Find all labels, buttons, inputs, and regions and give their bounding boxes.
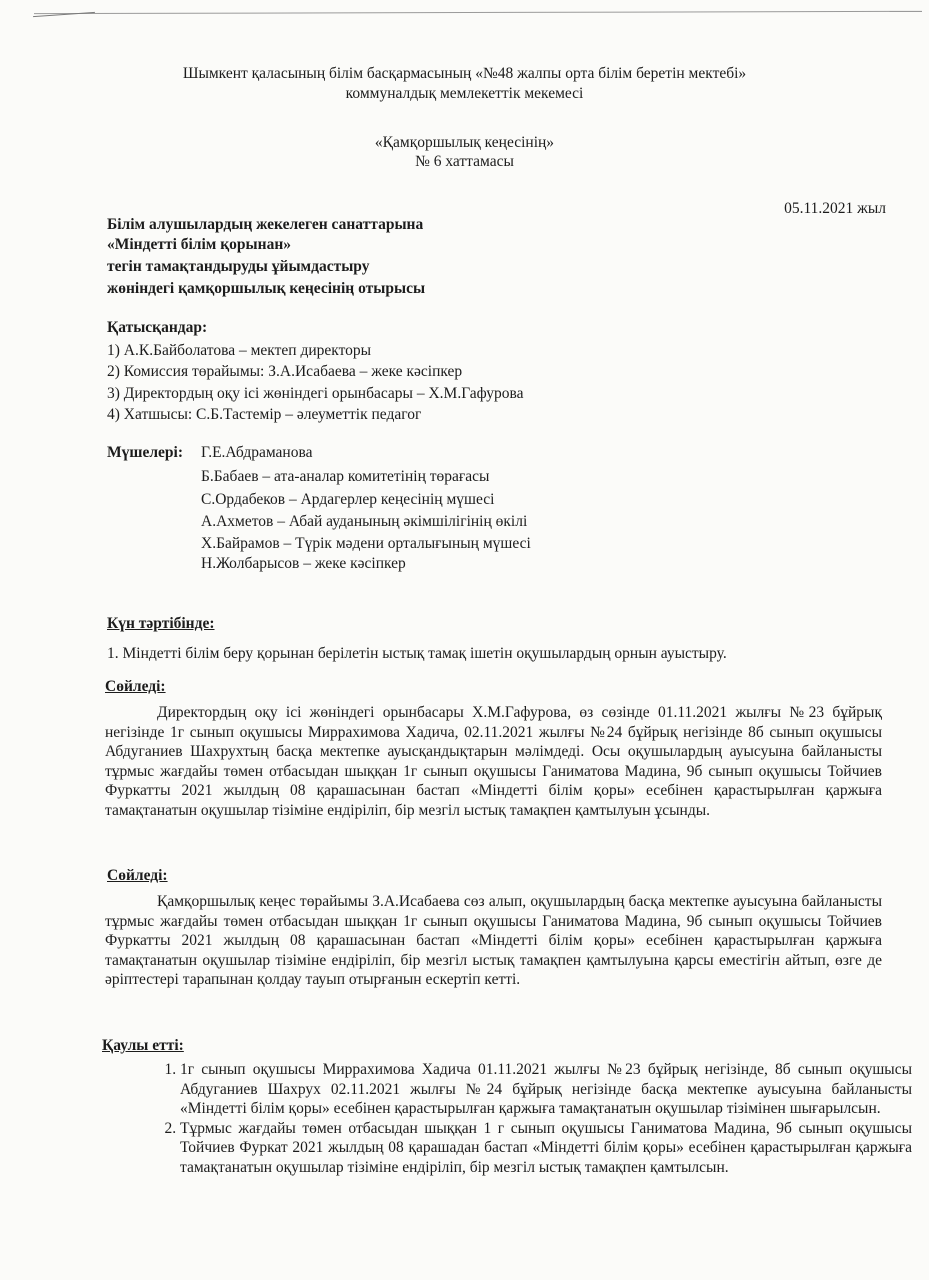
speech-heading: Сөйледі: xyxy=(105,678,166,695)
participant-item: 3) Директордың оқу ісі жөніндегі орынбасары – Х.М.Гафурова xyxy=(107,385,524,402)
resolution-item: 1. 1г сынып оқушысы Миррахимова Хадича 01.11.2021 жылғы №23 бұйрық негізінде, 8б сынып оқушысы Абдуганиев Шахрух 02.11.2021 жылғы №24 бұйрық негізінде басқа мектепке ауысуына байланысты «Міндетті білім қоры» есебінен қарастырылған қаржыға тамақтанатын оқушылар тізімінен шығарылсын. xyxy=(180,1060,912,1119)
member-item: Г.Е.Абдраманова xyxy=(201,444,313,461)
member-item: С.Ордабеков – Ардагерлер кеңесінің мүшесі xyxy=(201,491,495,508)
speech-heading: Сөйледі: xyxy=(107,867,168,884)
participant-item: 2) Комиссия төрайымы: З.А.Исабаева – жеке кәсіпкер xyxy=(107,363,463,380)
participant-item: 4) Хатшысы: С.Б.Тастемір – әлеуметтік педагог xyxy=(107,406,422,423)
subject-line-3: тегін тамақтандыруды ұйымдастыру xyxy=(107,258,370,275)
subject-line-2: «Міндетті білім қорынан» xyxy=(107,236,292,253)
scan-edge-line xyxy=(34,11,922,14)
organization-type: коммуналдық мемлекеттік мекемесі xyxy=(345,85,584,102)
speech-paragraph: Директордың оқу ісі жөніндегі орынбасары Х.М.Гафурова, өз сөзінде 01.11.2021 жылғы №23 бұйрық негізінде 1г сынып оқушысы Миррахимова Хадича, 02.11.2021 жылғы №24 бұйрық негізінде 8б сынып оқушысы Абдуганиев Шахрухтың басқа мектепке ауысқандықтарын мәлімдеді. Осы оқушылардың ауысуына байланысты тұрмыс жағдайы төмен отбасыдан шыққан 1г сынып оқушысы Ганиматова Мадина, 9б сынып оқушысы Тойчиев Фуркатты 2021 жылдың 08 қарашасынан бастап «Міндетті білім қоры» есебінен қарастырылған қаржыға тамақтанатын оқушылар тізіміне ендіріліп, бір мезгіл ыстық тамақпен қамтылуын ұсынды. xyxy=(105,704,882,819)
member-item: Н.Жолбарысов – жеке кәсіпкер xyxy=(201,555,406,572)
participant-item: 1) А.К.Байболатова – мектеп директоры xyxy=(107,342,372,359)
subject-line-4: жөніндегі қамқоршылық кеңесінің отырысы xyxy=(107,280,426,297)
subject-line-1: Білім алушылардың жекелеген санаттарына xyxy=(107,216,424,233)
resolution-item: 2. Тұрмыс жағдайы төмен отбасыдан шыққан 1 г сынып оқушысы Ганиматова Мадина, 9б сынып оқушысы Тойчиев Фуркат 2021 жылдың 08 қарашадан бастап «Міндетті білім қоры» есебінен қарастырылған қаржыға тамақтанатын оқушылар тізіміне ендіріліп, бір мезгіл ыстық тамақпен қамтылсын. xyxy=(180,1119,912,1178)
members-heading: Мүшелері: xyxy=(107,444,184,461)
protocol-number: № 6 хаттамасы xyxy=(415,153,514,170)
organization-name: Шымкент қаласының білім басқармасының «№48 жалпы орта білім беретін мектебі» xyxy=(182,65,747,82)
agenda-heading: Күн тәртібінде: xyxy=(107,615,215,632)
member-item: Х.Байрамов – Түрік мәдени орталығының мүшесі xyxy=(201,535,531,552)
member-item: Б.Бабаев – ата-аналар комитетінің төрағасы xyxy=(201,468,490,485)
council-name: «Қамқоршылық кеңесінің» xyxy=(374,134,555,151)
speech-paragraph: Қамқоршылық кеңес төрайымы З.А.Исабаева сөз алып, оқушылардың басқа мектепке ауысуына байланысты тұрмыс жағдайы төмен отбасыдан шыққан 1г сынып оқушысы Ганиматова Мадина, 9б сынып оқушысы Тойчиев Фуркатты 2021 жылдың 08 қарашасынан бастап «Міндетті білім қоры» есебінен қарастырылған қаржыға тамақтанатын оқушылар тізіміне ендіріліп, бір мезгіл ыстық тамақпен қамтылуына қарсы еместігін айтып, өзге де әріптестері тарапынан қолдау тауып отырғанын ескертіп кетті. xyxy=(105,893,882,989)
member-item: А.Ахметов – Абай ауданының әкімшілігінің өкілі xyxy=(201,513,528,530)
agenda-item: 1. Міндетті білім беру қорынан берілетін ыстық тамақ ішетін оқушылардың орнын ауыстыру. xyxy=(107,645,727,662)
participants-heading: Қатысқандар: xyxy=(107,319,208,336)
resolution-heading: Қаулы етті: xyxy=(102,1037,184,1054)
resolution-list xyxy=(150,1060,912,1178)
document-date: 05.11.2021 жыл xyxy=(784,200,886,217)
